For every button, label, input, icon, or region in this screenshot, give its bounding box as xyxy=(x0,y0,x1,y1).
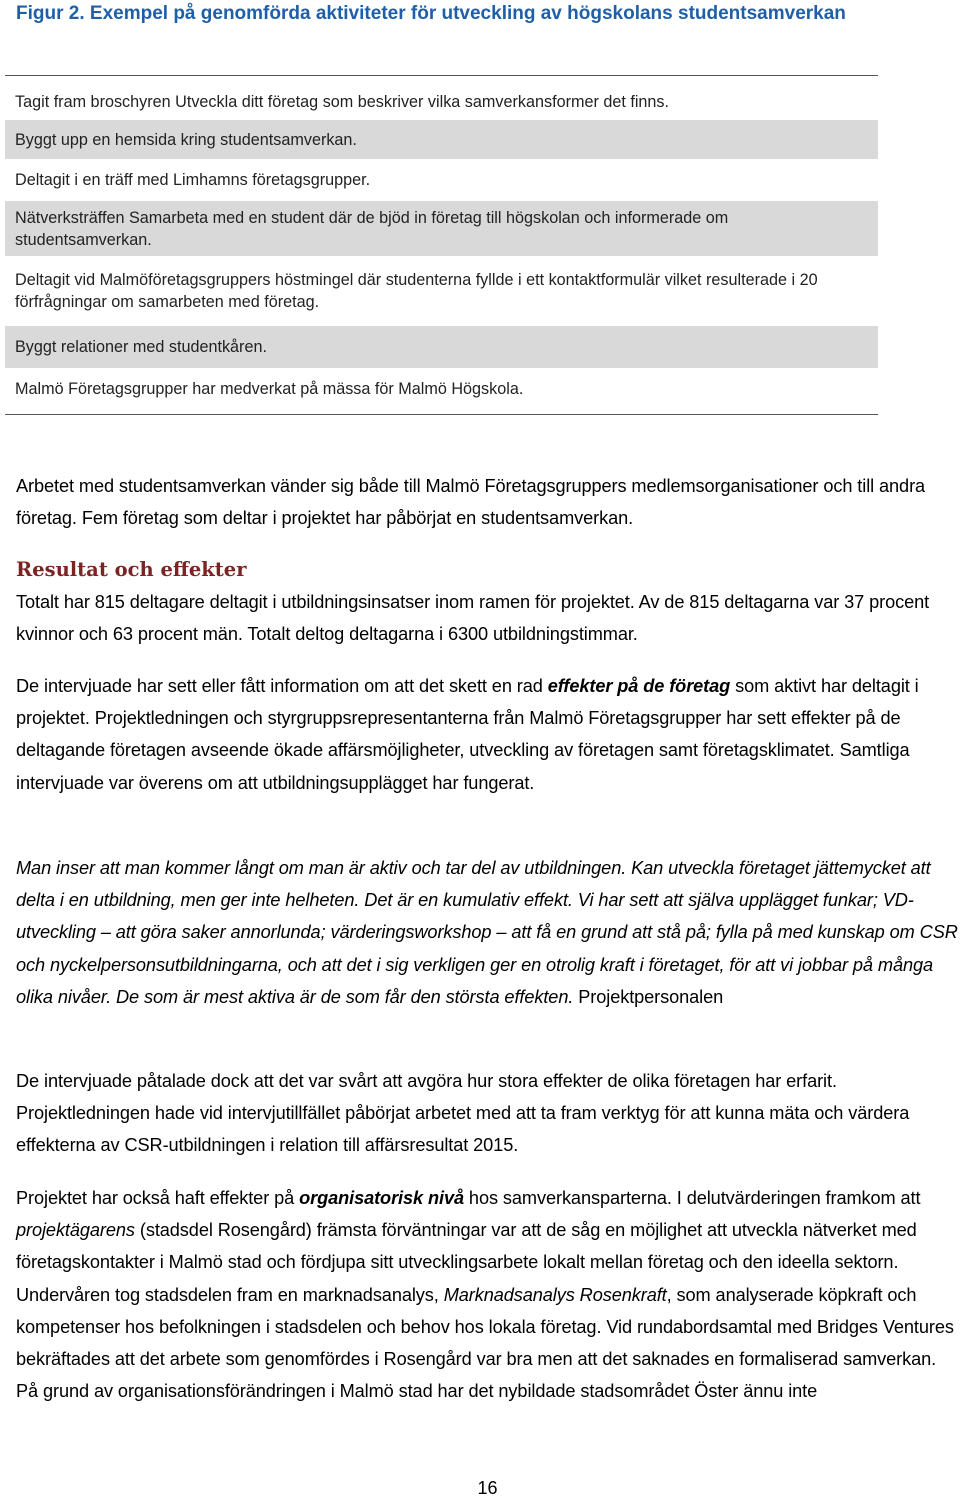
text-run: (stadsdel Rosengård) främsta förväntningar var att de såg en möjlighet att utveckla nätverket med företagskontakter i Malmö stad och fördjupa sitt utvecklingsarbete lokalt mellan företag och den ideella sektorn. Undervåren tog stadsdelen fram en marknadsanalys, xyxy=(16,1220,917,1305)
paragraph-quote xyxy=(16,852,960,1013)
table-bottom-rule xyxy=(5,414,878,415)
paragraph-text: De intervjuade påtalade dock att det var svårt att avgöra hur stora effekter de olika företagen har erfarit. Projektledningen hade vid intervjutillfället påbörjat arbetet med att ta fram verktyg för att kunna mäta och värdera effekterna av CSR-utbildningen i relation till affärsresultat 2015. xyxy=(16,1071,910,1156)
paragraph-organisational xyxy=(16,1182,960,1407)
paragraph-effects xyxy=(16,670,960,799)
emphasis-text: organisatorisk nivå xyxy=(299,1188,464,1208)
text-run: , som analyserade köpkraft och kompetenser hos befolkningen i stadsdelen och behov hos lokala företag. Vid rundabordsamtal med Bridges Ventures bekräftades att det arbete som genomfördes i Rosengård var bra men att det saknades en formaliserad samverkan. På grund av organisationsförändringen i Malmö stad har det nybildade stadsområdet Öster ännu inte xyxy=(16,1284,954,1402)
paragraph-measurement xyxy=(16,1065,960,1162)
section-heading: Resultat och effekter xyxy=(16,558,247,581)
text-run: som aktivt har deltagit i projektet. Projektledningen och styrgruppsrepresentanterna från Malmö Företagsgrupper har sett effekter på de deltagande företagen avseende ökade affärsmöjligheter, utveckling av företagen samt företagsklimatet. Samtliga intervjuade var överens om att utbildningsupplägget har fungerat. xyxy=(16,676,919,793)
table-top-rule xyxy=(5,75,878,76)
table-row: Deltagit vid Malmöföretagsgruppers höstmingel där studenterna fyllde i ett kontaktformulär vilket resulterade i 20 förfrågningar om samarbeten med företag. xyxy=(15,271,818,311)
emphasis-text: projektägarens xyxy=(16,1220,135,1241)
paragraph-text xyxy=(16,1182,960,1407)
paragraph-text: Arbetet med studentsamverkan vänder sig både till Malmö Företagsgruppers medlemsorganisationer och till andra företag. Fem företag som deltar i projektet har påbörjat en studentsamverkan. xyxy=(16,476,926,529)
text-run: Projektet har också haft effekter på xyxy=(16,1188,300,1208)
quote-text: Man inser att man kommer långt om man är aktiv och tar del av utbildningen. Kan utveckla företaget jättemycket att delta i en utbildning, men ger inte helheten. Det är en kumulativ effekt. Vi har sett att själva upplägget funkar; VD-utveckling – att göra saker annorlunda; värderingsworkshop – att få en grund att stå på; fylla på med kunskap om CSR och nyckelpersonsutbildningarna, och att det i sig verkligen ger en otrolig kraft i företaget, för att vi jobbar på många olika nivåer. De som är mest aktiva är de som får den största effekten. xyxy=(16,858,958,1007)
table-row: Tagit fram broschyren Utveckla ditt företag som beskriver vilka samverkansformer det finns. xyxy=(15,92,670,111)
emphasis-text: effekter på de företag xyxy=(547,676,731,696)
table-row: Byggt relationer med studentkåren. xyxy=(5,326,878,368)
activity-table xyxy=(5,83,878,410)
table-row: Nätverksträffen Samarbeta med en student där de bjöd in företag till högskolan och informerade om studentsamverkan. xyxy=(5,201,878,256)
text-run: De intervjuade har sett eller fått information om att det skett en rad xyxy=(16,676,548,696)
emphasis-text: Marknadsanalys Rosenkraft xyxy=(443,1284,667,1305)
page-number: 16 xyxy=(477,1478,498,1498)
paragraph-text xyxy=(16,670,960,799)
table-row: Malmö Företagsgrupper har medverkat på mässa för Malmö Högskola. xyxy=(15,380,524,398)
quote-attribution: Projektpersonalen xyxy=(573,986,724,1007)
text-run: hos samverkansparterna. I delutvärderingen framkom att xyxy=(463,1188,921,1208)
paragraph-text: Totalt har 815 deltagare deltagit i utbildningsinsatser inom ramen för projektet. Av de 815 deltagarna var 37 procent kvinnor och 63 procent män. Totalt deltog deltagarna i 6300 utbildningstimmar. xyxy=(16,592,930,645)
table-row: Deltagit i en träff med Limhamns företagsgrupper. xyxy=(15,171,371,189)
table-row: Byggt upp en hemsida kring studentsamverkan. xyxy=(5,120,878,159)
paragraph-intro xyxy=(16,470,960,534)
paragraph-totals xyxy=(16,586,960,650)
paragraph-text xyxy=(16,852,960,1013)
figure-title: Figur 2. Exempel på genomförda aktiviteter för utveckling av högskolans studentsamverkan xyxy=(16,3,846,24)
